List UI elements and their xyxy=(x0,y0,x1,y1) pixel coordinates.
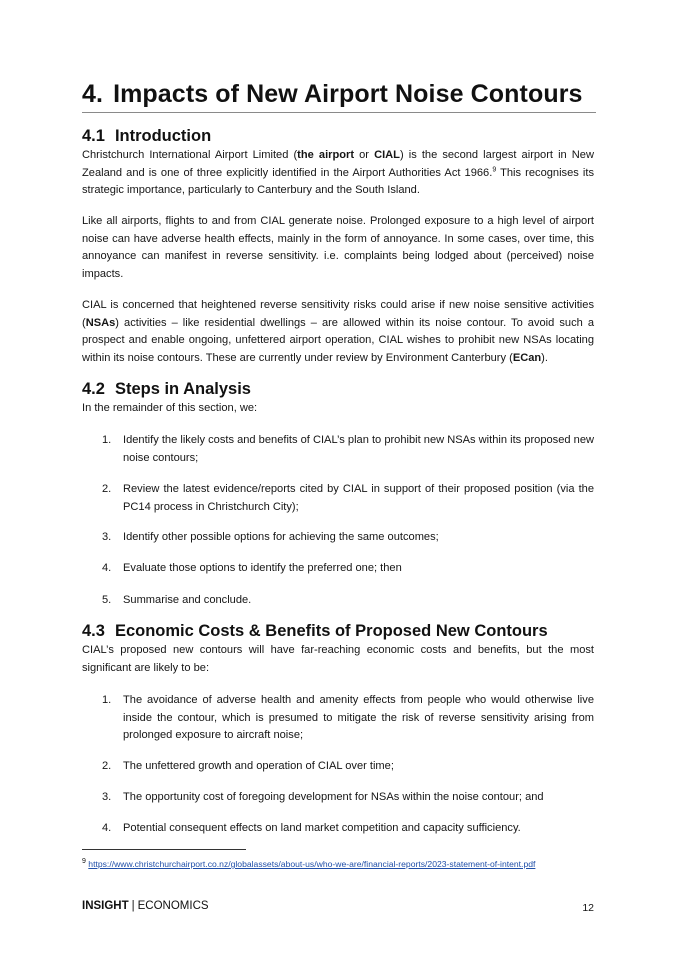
econ-lead: CIAL’s proposed new contours will have far-reaching economic costs and benefits, but the most significant are likely to be: xyxy=(82,644,594,674)
intro-paragraph-2: Like all airports, flights to and from CIAL generate noise. Prolonged exposure to a high level of airport noise can have adverse health effects, mainly in the form of annoyance. In some cases, over time, this annoyance can manifest in reverse sensitivity. i.e. complaints being lodged about (perceived) noise impacts. xyxy=(82,215,594,280)
heading-economic-costs-benefits xyxy=(82,622,548,641)
heading-text: Economic Costs & Benefits of Proposed New Contours xyxy=(114,622,548,640)
intro-paragraph-3: CIAL is concerned that heightened reverse sensitivity risks could arise if new noise sensitive activities (NSAs) activities – like residential dwellings – are allowed within its noise contour. To avoid such a prospect and enable ongoing, unfettered airport operation, CIAL wishes to prohibit new NSAs locating within its noise contours. These are currently under review by Environment Canterbury (ECan). xyxy=(82,299,594,364)
heading-number: 4.1 xyxy=(82,127,105,145)
heading-introduction xyxy=(82,127,211,146)
footnote-divider xyxy=(82,849,246,850)
footnote-marker[interactable]: 9 xyxy=(492,165,497,173)
bold-term: NSAs xyxy=(85,316,116,329)
heading-steps-in-analysis xyxy=(82,380,251,399)
footer-division: ECONOMICS xyxy=(137,900,209,912)
bold-term: ECan xyxy=(512,351,542,364)
intro-paragraph-1: Christchurch International Airport Limited (the airport or CIAL) is the second largest airport in New Zealand and is one of three explicitly identified in the Airport Authorities Act 1966.$^9$ This recognises its strategic importance, particularly to Canterbury and the South Island. xyxy=(82,149,595,196)
footnote xyxy=(82,859,535,869)
footer-brand xyxy=(82,900,209,912)
heading-number: 4.2 xyxy=(82,380,105,398)
page-number: 12 xyxy=(582,902,594,914)
section-number: 4. xyxy=(82,80,104,108)
section-title-text: Impacts of New Airport Noise Contours xyxy=(113,80,583,108)
heading-text: Steps in Analysis xyxy=(114,380,251,398)
bold-term: CIAL xyxy=(374,149,400,161)
section-title xyxy=(82,80,596,113)
footnote-number: 9 xyxy=(82,858,86,866)
heading-text: Introduction xyxy=(114,127,212,145)
steps-lead: In the remainder of this section, we: xyxy=(82,402,258,414)
heading-number: 4.3 xyxy=(82,622,105,640)
footer-brand-name: INSIGHT xyxy=(82,900,129,912)
footer-separator: | xyxy=(131,900,135,912)
document-page: 4. Impacts of New Airport Noise Contours 4.1 Introduction Christchurch International Airport Limited (the airport or CIAL) is the second largest airport in New Zealand and is one of three explicitly identified in the Airport Authorities Act 1966.$^9$ This recognises its strategic importance, particularly to Canterbury and the South Island. Like all airports, flights to and from CIAL generate noise. Prolonged exposure to a high level of airport noise can have adverse health effects, mainly in the form of annoyance. In some cases, over time, this annoyance can manifest in reverse sensitivity. i.e. complaints being lodged about (perceived) noise impacts. CIAL is concerned that heightened reverse sensitivity risks could arise if new noise sensitive activities (NSAs) activities – like residential dwellings – are allowed within its noise contour. To avoid such a prospect and enable ongoing, unfettered airport operation, CIAL wishes to prohibit new NSAs locating within its noise contours. These are currently under review by Environment Canterbury (ECan). 4.2 Steps in Analysis In the remainder of this section, we: 1. Identify the likely costs and benefits of CIAL’s plan to prohibit new NSAs within its proposed new noise contours; 2. Review the latest evidence/reports cited by CIAL in support of their proposed position (via the PC14 process in Christchurch City); 3. Identify other possible options for achieving the same outcomes; 4. Evaluate those options to identify the preferred one; then 5. Summarise and conclude. 4.3 Economic Costs & Benefits of Proposed New Contours CIAL’s proposed new contours will have far-reaching economic costs and benefits, but the most significant are likely to be: 1. The avoidance of adverse health and amenity effects from people who would otherwise live inside the contour, which is presumed to mitigate the risk of reverse sensitivity arising from prolonged exposure to aircraft noise; 2. The unfettered growth and operation of CIAL over time; 3. The opportunity cost of foregoing development for NSAs within the noise contour; and 4. Potential consequent effects on land market competition and capacity sufficiency. $^9$ https://www.christchurchairport.co.nz/globalassets/about-us/who-we-are/financial-reports/2023-statement-of-intent.pdf INSIGHT | ECONOMICS 12 xyxy=(82,80,595,914)
bold-term: the airport xyxy=(297,149,355,161)
footnote-link[interactable]: https://www.christchurchairport.co.nz/globalassets/about-us/who-we-are/financial-reports/2023-statement-of-intent.pdf xyxy=(88,859,536,869)
